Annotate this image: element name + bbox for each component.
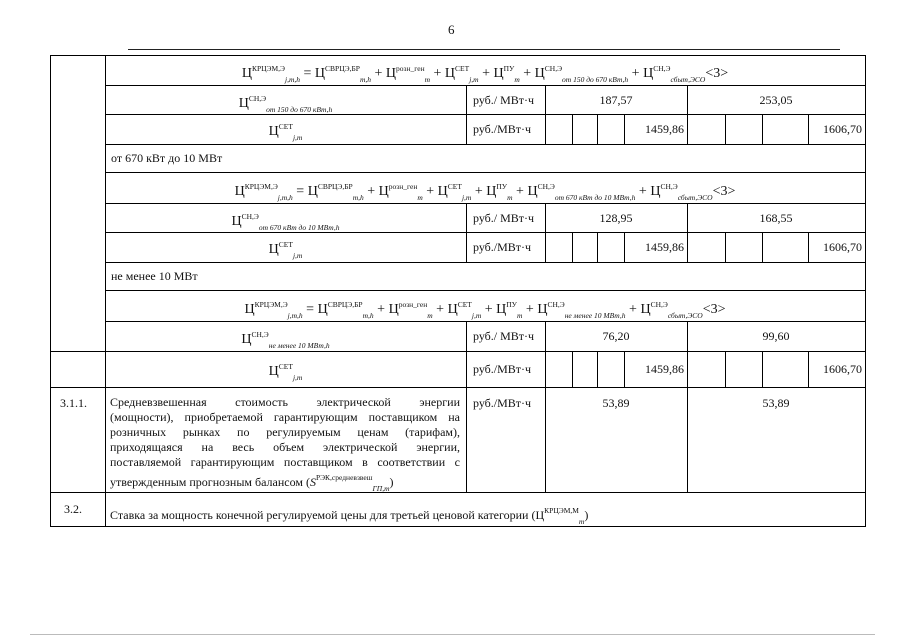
label-sn-670-10: $Ц^{СН,Э}_{от 670 кВт до 10 МВт,h}$ xyxy=(231,212,340,232)
row-description: Средневзвешенная стоимость электрической энергии (мощности), приобретаемой гарантирующим поставщиком на розничных рынках по регулируемым ценам (тарифам), приходящаяся на весь объем электрической энергии, поставляемой гарантирующим поставщиком в соответствии с утвержденным прогнозным балансом $(S^{РЭК,средневзвеш}_{ГП,m})$ xyxy=(110,395,460,493)
row-number: 3.1.1. xyxy=(60,396,87,410)
label-sn-10: $Ц^{СН,Э}_{не менее 10 МВт,h}$ xyxy=(241,330,330,350)
unit-cell: руб./ МВт·ч xyxy=(473,329,535,343)
section-heading: не менее 10 МВт xyxy=(111,269,198,283)
row-number: 3.2. xyxy=(64,502,82,516)
unit-cell: руб./МВт·ч xyxy=(473,396,532,410)
value-cell: 1606,70 xyxy=(823,362,862,376)
label-set: $Ц^{СЕТ}_{j,m}$ xyxy=(268,240,303,260)
formula-150-670: $Ц^{КРЦЭМ,Э}_{j,m,h} = Ц^{СВРЦЭ,БР}_{m,h} + Ц^{розн\_ген}_m + Ц^{СЕТ}_{j,m} + Ц^{ПУ}_m + Ц^{СН,Э}_{от 150 до 670 кВт,h} + Ц^{СН,Э}_{сбыт,ЭСО}<3>$ xyxy=(241,64,729,84)
value-cell: 76,20 xyxy=(602,329,630,343)
value-cell: 168,55 xyxy=(759,211,793,225)
value-cell: 1459,86 xyxy=(645,122,684,136)
value-cell: 1459,86 xyxy=(645,240,684,254)
value-cell: 1459,86 xyxy=(645,362,684,376)
label-set: $Ц^{СЕТ}_{j,m}$ xyxy=(268,122,303,142)
unit-cell: руб./ МВт·ч xyxy=(473,211,535,225)
section-heading: от 670 кВт до 10 МВт xyxy=(111,151,223,165)
unit-cell: руб./МВт·ч xyxy=(473,240,532,254)
unit-cell: руб./МВт·ч xyxy=(473,122,532,136)
value-cell: 99,60 xyxy=(762,329,790,343)
formula-10-plus: $Ц^{КРЦЭМ,Э}_{j,m,h} = Ц^{СВРЦЭ,БР}_{m,h} + Ц^{розн\_ген}_m + Ц^{СЕТ}_{j,m} + Ц^{ПУ}_m + Ц^{СН,Э}_{не менее 10 МВт,h} + Ц^{СН,Э}_{сбыт,ЭСО}<3>$ xyxy=(244,300,726,320)
value-cell: 128,95 xyxy=(599,211,633,225)
value-cell: 1606,70 xyxy=(823,122,862,136)
header-rule xyxy=(128,49,840,50)
page-number: 6 xyxy=(448,22,455,37)
value-cell: 53,89 xyxy=(762,396,790,410)
scan-edge xyxy=(30,634,875,635)
unit-cell: руб./ МВт·ч xyxy=(473,93,535,107)
formula-670-10: $Ц^{КРЦЭМ,Э}_{j,m,h} = Ц^{СВРЦЭ,БР}_{m,h} + Ц^{розн\_ген}_m + Ц^{СЕТ}_{j,m} + Ц^{ПУ}_m + Ц^{СН,Э}_{от 670 кВт до 10 МВт,h} + Ц^{СН,Э}_{сбыт,ЭСО}<3>$ xyxy=(234,182,736,202)
unit-cell: руб./МВт·ч xyxy=(473,362,532,376)
value-cell: 253,05 xyxy=(759,93,793,107)
value-cell: 187,57 xyxy=(599,93,633,107)
row-description: Ставка за мощность конечной регулируемой цены для третьей ценовой категории $(Ц^{КРЦЭМ,М}_m)$ xyxy=(110,506,589,526)
label-set: $Ц^{СЕТ}_{j,m}$ xyxy=(268,362,303,382)
label-sn-150-670: $Ц^{СН,Э}_{от 150 до 670 кВт,h}$ xyxy=(238,94,333,114)
value-cell: 1606,70 xyxy=(823,240,862,254)
value-cell: 53,89 xyxy=(602,396,630,410)
